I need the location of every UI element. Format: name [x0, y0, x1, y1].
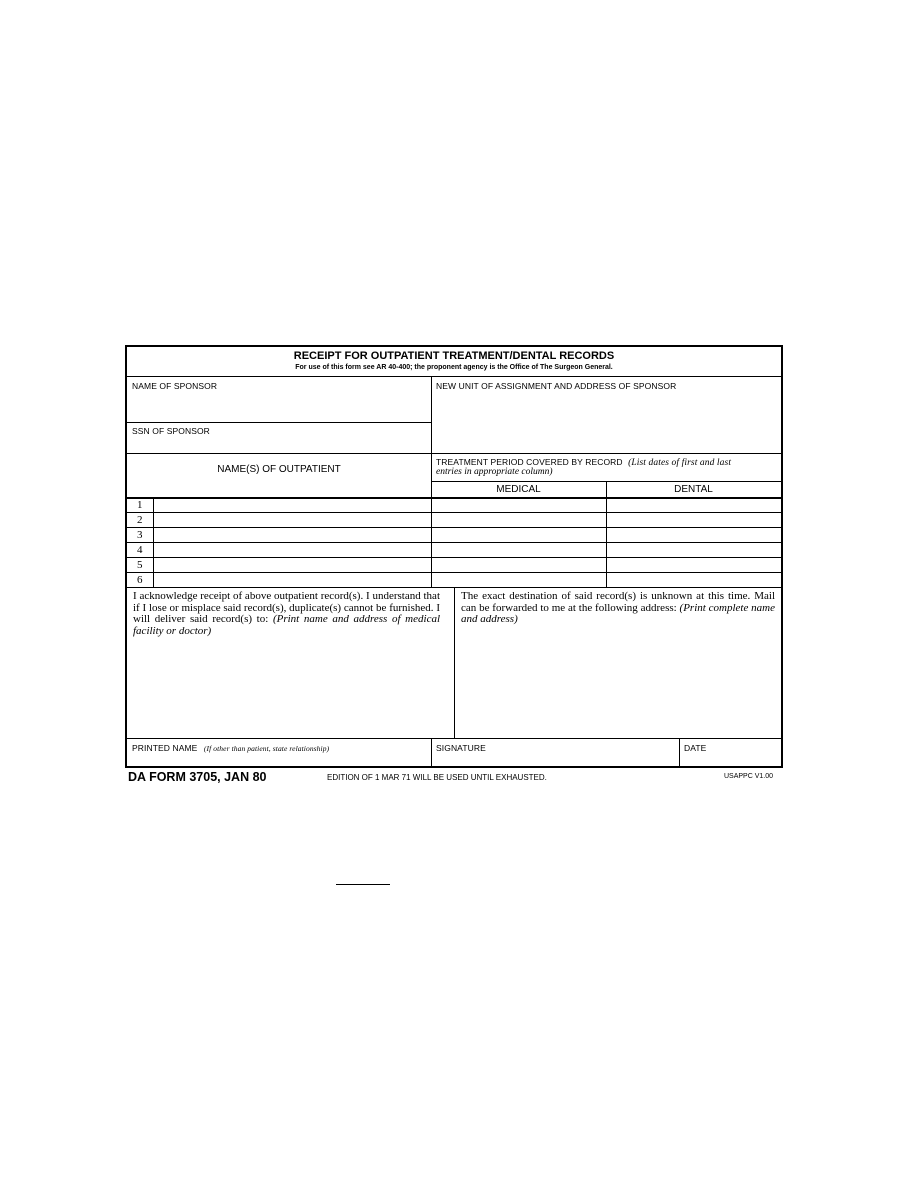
outpatient-name-field[interactable] — [155, 514, 429, 526]
treatment-period-text: TREATMENT PERIOD COVERED BY RECORD — [436, 457, 623, 467]
destination-statement: The exact destination of said record(s) is unknown at this time. Mail can be forwarded to me at the following address: — [461, 590, 775, 614]
printed-name-label — [132, 743, 329, 753]
divider — [127, 572, 781, 573]
divider — [127, 512, 781, 513]
treatment-period-note-2: entries in appropriate column) — [436, 467, 553, 477]
outpatient-name-field[interactable] — [155, 574, 429, 586]
divider — [454, 587, 455, 738]
row-number: 5 — [137, 559, 143, 571]
printed-name-field[interactable] — [129, 753, 427, 766]
outpatient-name-field[interactable] — [155, 529, 429, 541]
edition-note: EDITION OF 1 MAR 71 WILL BE USED UNTIL EXHAUSTED. — [327, 773, 547, 782]
row-number: 1 — [137, 499, 143, 511]
divider — [127, 738, 781, 739]
outpatient-names-label: NAME(S) OF OUTPATIENT — [217, 464, 341, 475]
new-unit-field[interactable] — [433, 391, 779, 451]
divider — [679, 738, 680, 768]
name-of-sponsor-field[interactable] — [129, 391, 427, 421]
printed-name-note: (If other than patient, state relationship) — [203, 744, 330, 753]
divider — [127, 527, 781, 528]
medical-column-header: MEDICAL — [496, 484, 541, 495]
receipt-form — [125, 345, 783, 768]
dental-column-header: DENTAL — [674, 484, 713, 495]
destination-text — [461, 591, 775, 626]
divider — [127, 542, 781, 543]
treatment-period-note: (List dates of first and last — [628, 458, 732, 468]
date-label: DATE — [684, 743, 707, 753]
divider — [431, 738, 432, 768]
new-unit-label: NEW UNIT OF ASSIGNMENT AND ADDRESS OF SPONSOR — [436, 381, 677, 391]
acknowledgment-statement: I acknowledge receipt of above outpatient record(s). I understand that if I lose or misplace said record(s), duplicate(s) cannot be furnished. I will deliver said record(s) to: — [133, 590, 440, 625]
form-subtitle: For use of this form see AR 40-400; the proponent agency is the Office of The Surgeon General. — [295, 364, 613, 371]
name-of-sponsor-label: NAME OF SPONSOR — [132, 381, 218, 391]
forwarding-address-field[interactable] — [457, 627, 777, 735]
outpatient-name-field[interactable] — [155, 499, 429, 511]
date-field[interactable] — [681, 753, 779, 766]
form-title: RECEIPT FOR OUTPATIENT TREATMENT/DENTAL RECORDS — [293, 350, 615, 362]
row-number: 3 — [137, 529, 143, 541]
acknowledgment-text — [133, 591, 440, 637]
signature-field[interactable] — [433, 753, 676, 766]
row-number: 4 — [137, 544, 143, 556]
destination-note: (Print complete name and address) — [461, 601, 775, 625]
row-number: 2 — [137, 514, 143, 526]
acknowledgment-note: (Print name and address of medical facility or doctor) — [133, 613, 441, 637]
delivery-address-field[interactable] — [131, 639, 451, 735]
divider — [127, 557, 781, 558]
ssn-label: SSN OF SPONSOR — [132, 426, 210, 436]
outpatient-name-field[interactable] — [155, 559, 429, 571]
ssn-field[interactable] — [129, 436, 427, 452]
divider — [127, 376, 781, 377]
printed-name-text: PRINTED NAME — [132, 743, 198, 753]
form-number: DA FORM 3705, JAN 80 — [128, 770, 267, 784]
divider — [127, 422, 431, 423]
row-number: 6 — [137, 574, 143, 586]
signature-label: SIGNATURE — [436, 743, 486, 753]
outpatient-name-field[interactable] — [155, 544, 429, 556]
version-label: USAPPC V1.00 — [724, 773, 774, 780]
divider — [127, 453, 781, 454]
rule-line — [336, 884, 390, 885]
